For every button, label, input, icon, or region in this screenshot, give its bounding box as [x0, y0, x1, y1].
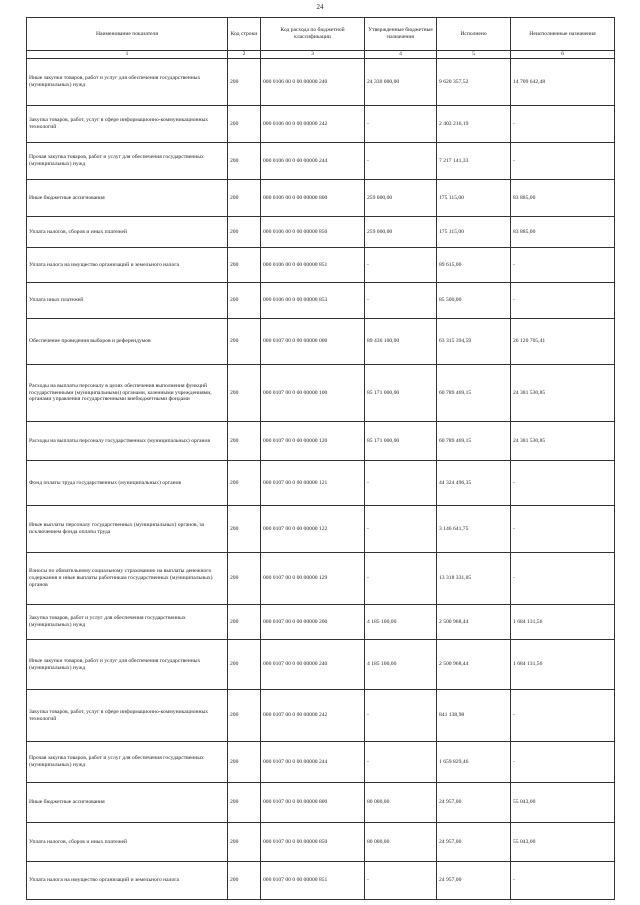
row-unexecuted: - [511, 742, 615, 783]
row-budget-code: 000 0107 00 0 00 00000 120 [261, 422, 365, 461]
row-budget-code: 000 0107 00 0 00 00000 121 [261, 461, 365, 506]
column-number: 1 [27, 51, 228, 59]
row-line-code: 200 [228, 143, 261, 180]
row-name: Уплата налогов, сборов и иных платежей [27, 823, 228, 862]
table-row [27, 461, 615, 506]
table-row [27, 180, 615, 217]
row-line-code: 200 [228, 823, 261, 862]
row-line-code: 200 [228, 180, 261, 217]
row-budget-code: 000 0107 00 0 00 00000 129 [261, 553, 365, 605]
table-row [27, 605, 615, 640]
row-unexecuted: 1 684 131,56 [511, 640, 615, 690]
table-row [27, 106, 615, 143]
row-unexecuted: 26 120 705,41 [511, 319, 615, 365]
row-line-code: 200 [228, 319, 261, 365]
column-header-approved: Утвержденные бюджетные назначения [365, 18, 437, 51]
row-unexecuted: 55 043,00 [511, 823, 615, 862]
row-name: Иные закупки товаров, работ и услуг для обеспечения государственных (муниципальных) нужд [27, 640, 228, 690]
row-line-code: 200 [228, 217, 261, 248]
row-approved: - [365, 690, 437, 742]
column-number: 3 [261, 51, 365, 59]
row-name: Иные выплаты персоналу государственных (муниципальных) органов, за исключением фонда оплаты труда [27, 506, 228, 553]
row-name: Фонд оплаты труда государственных (муниципальных) органов [27, 461, 228, 506]
row-budget-code: 000 0107 00 0 00 00000 242 [261, 690, 365, 742]
table-row [27, 640, 615, 690]
budget-execution-table [26, 17, 615, 900]
row-executed: 175 115,00 [437, 217, 511, 248]
header-row [27, 18, 615, 51]
table-row [27, 319, 615, 365]
row-executed: 24 957,00 [437, 823, 511, 862]
row-unexecuted: 1 684 131,56 [511, 605, 615, 640]
column-header-unexecuted: Неисполненные назначения [511, 18, 615, 51]
page-number: 24 [316, 3, 324, 11]
row-approved: 85 171 000,00 [365, 365, 437, 422]
table-row [27, 783, 615, 823]
row-line-code: 200 [228, 553, 261, 605]
row-budget-code: 000 0106 00 0 00 00000 853 [261, 283, 365, 319]
row-approved: 259 000,00 [365, 217, 437, 248]
row-executed: 1 659 829,46 [437, 742, 511, 783]
table-row [27, 248, 615, 283]
table-row [27, 690, 615, 742]
row-approved: 4 185 100,00 [365, 640, 437, 690]
row-unexecuted: 83 885,00 [511, 217, 615, 248]
row-executed: 44 324 496,35 [437, 461, 511, 506]
row-budget-code: 000 0107 00 0 00 00000 800 [261, 783, 365, 823]
row-name: Взносы по обязательному социальному страхованию на выплаты денежного содержания и иные выплаты работникам государственных (муниципальных) органов [27, 553, 228, 605]
row-line-code: 200 [228, 283, 261, 319]
table-row [27, 422, 615, 461]
row-budget-code: 000 0107 00 0 00 00000 122 [261, 506, 365, 553]
row-name: Иные закупки товаров, работ и услуг для обеспечения государственных (муниципальных) нужд [27, 59, 228, 106]
row-approved: - [365, 506, 437, 553]
column-number-row [27, 51, 615, 59]
row-approved: - [365, 106, 437, 143]
row-line-code: 200 [228, 461, 261, 506]
row-budget-code: 000 0106 00 0 00 00000 242 [261, 106, 365, 143]
row-budget-code: 000 0107 00 0 00 00000 100 [261, 365, 365, 422]
column-number: 5 [437, 51, 511, 59]
column-number: 6 [511, 51, 615, 59]
table-row [27, 742, 615, 783]
row-executed: 9 620 357,52 [437, 59, 511, 106]
row-budget-code: 000 0107 00 0 00 00000 851 [261, 862, 365, 900]
row-executed: 24 957,00 [437, 862, 511, 900]
row-approved: 259 000,00 [365, 180, 437, 217]
row-unexecuted: 83 885,00 [511, 180, 615, 217]
row-name: Иные бюджетные ассигнования [27, 180, 228, 217]
row-budget-code: 000 0106 00 0 00 00000 240 [261, 59, 365, 106]
row-budget-code: 000 0107 00 0 00 00000 000 [261, 319, 365, 365]
row-executed: 60 789 469,15 [437, 422, 511, 461]
row-name: Уплата налога на имущество организаций и земельного налога [27, 862, 228, 900]
row-executed: 85 500,00 [437, 283, 511, 319]
row-executed: 63 315 394,59 [437, 319, 511, 365]
row-line-code: 200 [228, 365, 261, 422]
row-unexecuted: - [511, 106, 615, 143]
row-executed: 2 500 968,44 [437, 605, 511, 640]
row-name: Уплата иных платежей [27, 283, 228, 319]
row-approved: - [365, 862, 437, 900]
row-name: Уплата налогов, сборов и иных платежей [27, 217, 228, 248]
row-approved: 4 185 100,00 [365, 605, 437, 640]
row-executed: 175 115,00 [437, 180, 511, 217]
row-line-code: 200 [228, 106, 261, 143]
row-unexecuted: - [511, 506, 615, 553]
row-budget-code: 000 0106 00 0 00 00000 851 [261, 248, 365, 283]
column-number: 2 [228, 51, 261, 59]
row-line-code: 200 [228, 59, 261, 106]
row-approved: 89 436 100,00 [365, 319, 437, 365]
row-name: Уплата налога на имущество организаций и земельного налога [27, 248, 228, 283]
row-budget-code: 000 0106 00 0 00 00000 850 [261, 217, 365, 248]
row-executed: 3 146 641,75 [437, 506, 511, 553]
row-name: Расходы на выплаты персоналу государственных (муниципальных) органов [27, 422, 228, 461]
row-executed: 89 615,00 [437, 248, 511, 283]
row-line-code: 200 [228, 690, 261, 742]
row-unexecuted: - [511, 553, 615, 605]
row-name: Прочая закупка товаров, работ и услуг для обеспечения государственных (муниципальных) нужд [27, 742, 228, 783]
row-line-code: 200 [228, 506, 261, 553]
row-unexecuted: - [511, 248, 615, 283]
table-row [27, 59, 615, 106]
row-line-code: 200 [228, 640, 261, 690]
table-row [27, 217, 615, 248]
table-row [27, 365, 615, 422]
row-approved: - [365, 742, 437, 783]
row-line-code: 200 [228, 605, 261, 640]
column-header-line-code: Код строки [228, 18, 261, 51]
row-approved: - [365, 143, 437, 180]
table-row [27, 823, 615, 862]
row-unexecuted: 24 381 530,85 [511, 365, 615, 422]
row-approved: 80 000,00 [365, 783, 437, 823]
row-unexecuted: - [511, 690, 615, 742]
row-unexecuted: - [511, 862, 615, 900]
row-budget-code: 000 0107 00 0 00 00000 200 [261, 605, 365, 640]
row-budget-code: 000 0107 00 0 00 00000 240 [261, 640, 365, 690]
row-executed: 841 138,98 [437, 690, 511, 742]
table-row [27, 283, 615, 319]
row-budget-code: 000 0106 00 0 00 00000 244 [261, 143, 365, 180]
row-line-code: 200 [228, 742, 261, 783]
row-executed: 2 500 968,44 [437, 640, 511, 690]
row-executed: 13 318 331,05 [437, 553, 511, 605]
row-name: Прочая закупка товаров, работ и услуг для обеспечения государственных (муниципальных) нужд [27, 143, 228, 180]
row-name: Закупка товаров, работ, услуг в сфере информационно-коммуникационных технологий [27, 690, 228, 742]
row-executed: 24 957,00 [437, 783, 511, 823]
column-header-name: Наименование показателя [27, 18, 228, 51]
row-name: Иные бюджетные ассигнования [27, 783, 228, 823]
table-row [27, 143, 615, 180]
row-line-code: 200 [228, 248, 261, 283]
row-unexecuted: - [511, 143, 615, 180]
row-approved: 85 171 000,00 [365, 422, 437, 461]
row-executed: 2 403 216,19 [437, 106, 511, 143]
row-unexecuted: - [511, 461, 615, 506]
row-unexecuted: 55 043,00 [511, 783, 615, 823]
row-approved: - [365, 553, 437, 605]
row-approved: 24 330 000,00 [365, 59, 437, 106]
row-unexecuted: 24 381 530,85 [511, 422, 615, 461]
row-executed: 60 789 469,15 [437, 365, 511, 422]
column-header-budget-code: Код расхода по бюджетной классификации [261, 18, 365, 51]
row-executed: 7 217 141,33 [437, 143, 511, 180]
row-name: Закупка товаров, работ, услуг в сфере информационно-коммуникационных технологий [27, 106, 228, 143]
row-approved: - [365, 283, 437, 319]
row-name: Расходы на выплаты персоналу в целях обеспечения выполнения функций государственными (муниципальными) органами, казенными учреждениями, органами управления государственными внебюджетными фондами [27, 365, 228, 422]
row-unexecuted: - [511, 283, 615, 319]
row-line-code: 200 [228, 422, 261, 461]
row-approved: - [365, 461, 437, 506]
row-approved: - [365, 248, 437, 283]
column-header-executed: Исполнено [437, 18, 511, 51]
row-budget-code: 000 0106 00 0 00 00000 800 [261, 180, 365, 217]
row-line-code: 200 [228, 862, 261, 900]
table-row [27, 862, 615, 900]
row-name: Закупка товаров, работ и услуг для обеспечения государственных (муниципальных) нужд [27, 605, 228, 640]
row-approved: 80 000,00 [365, 823, 437, 862]
row-budget-code: 000 0107 00 0 00 00000 850 [261, 823, 365, 862]
table-row [27, 553, 615, 605]
row-unexecuted: 14 709 642,48 [511, 59, 615, 106]
row-line-code: 200 [228, 783, 261, 823]
row-budget-code: 000 0107 00 0 00 00000 244 [261, 742, 365, 783]
column-number: 4 [365, 51, 437, 59]
table-row [27, 506, 615, 553]
row-name: Обеспечение проведения выборов и референдумов [27, 319, 228, 365]
